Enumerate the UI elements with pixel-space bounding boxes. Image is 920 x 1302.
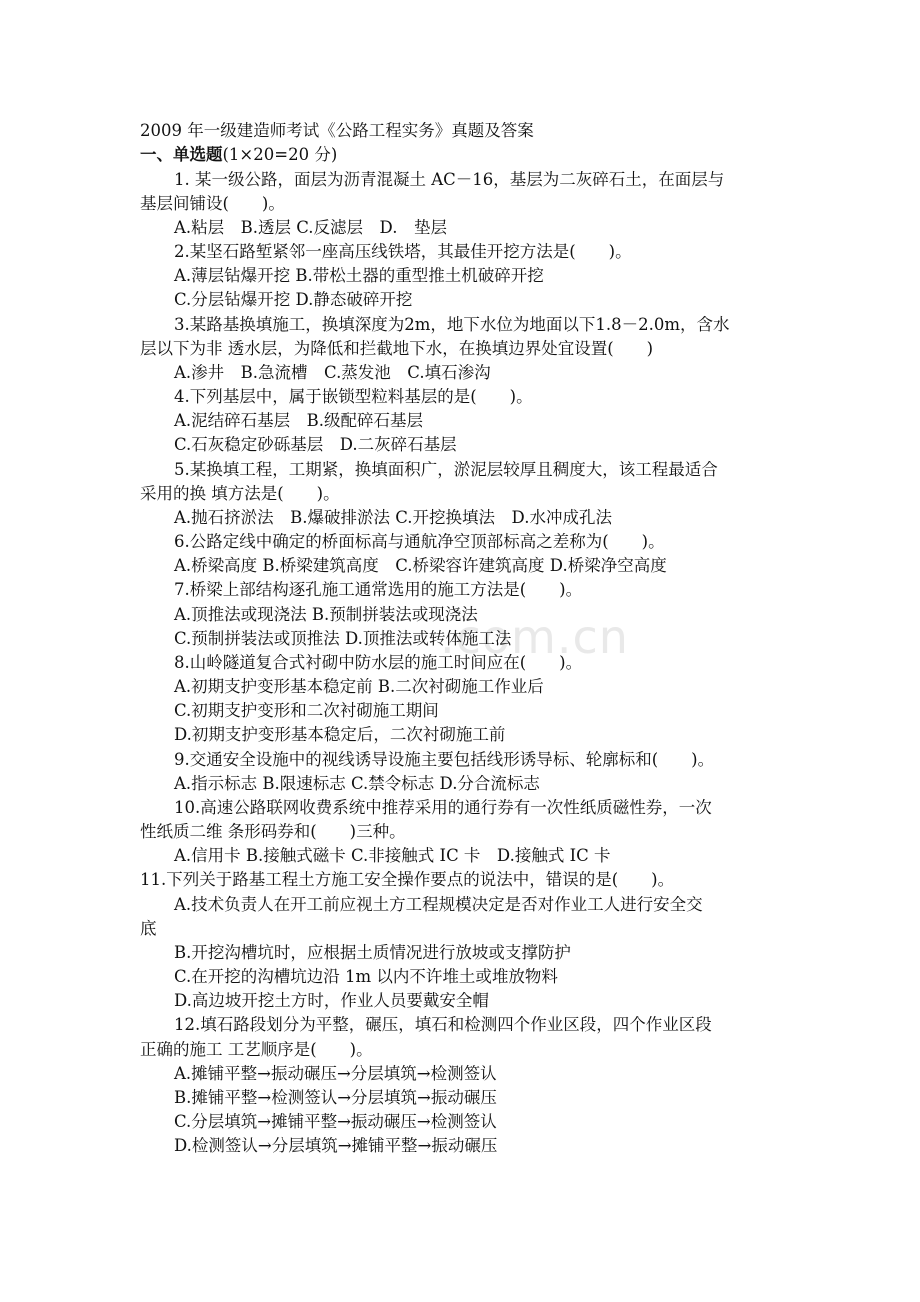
option-line: D.检测签认→分层填筑→摊铺平整→振动碾压 (174, 1136, 498, 1155)
question-line: 12.填石路段划分为平整，碾压，填石和检测四个作业区段，四个作业区段 (174, 1015, 712, 1034)
question-line: 正确的施工 工艺顺序是( )。 (140, 1040, 373, 1059)
option-line: C.预制拼装法或顶推法 D.顶推法或转体施工法 (174, 629, 512, 648)
question-line: 性纸质二维 条形码券和( )三种。 (140, 822, 406, 841)
question-line: 9.交通安全设施中的视线诱导设施主要包括线形诱导标、轮廓标和( )。 (174, 750, 715, 769)
option-line: C.初期支护变形和二次衬砌施工期间 (174, 701, 439, 720)
option-line: A.粘层 B.透层 C.反滤层 D. 垫层 (174, 218, 447, 237)
question-line: 10.高速公路联网收费系统中推荐采用的通行券有一次性纸质磁性券，一次 (174, 798, 712, 817)
option-line: A.渗井 B.急流槽 C.蒸发池 C.填石渗沟 (174, 363, 491, 382)
question-line: 层以下为非 透水层，为降低和拦截地下水，在换填边界处宜设置( ) (140, 339, 654, 358)
question-line: 基层间铺设( )。 (140, 194, 285, 213)
option-line: C.在开挖的沟槽坑边沿 1m 以内不许堆土或堆放物料 (174, 967, 558, 986)
section-heading-points: (1×20=20 分) (222, 145, 338, 164)
section-heading (140, 143, 800, 167)
question-line: 2.某坚石路堑紧邻一座高压线铁塔，其最佳开挖方法是( )。 (174, 242, 632, 261)
question-line: 1. 某一级公路，面层为沥青混凝土 AC－16，基层为二灰碎石土，在面层与 (174, 170, 725, 189)
option-line: A.薄层钻爆开挖 B.带松土器的重型推土机破碎开挖 (174, 266, 544, 285)
question-line: 采用的换 填方法是( )。 (140, 484, 340, 503)
question-line: 4.下列基层中，属于嵌锁型粒料基层的是( )。 (174, 387, 533, 406)
option-line: A.抛石挤淤法 B.爆破排淤法 C.开挖换填法 D.水冲成孔法 (174, 508, 612, 527)
option-line: A.指示标志 B.限速标志 C.禁令标志 D.分合流标志 (174, 774, 540, 793)
option-line: A.泥结碎石基层 B.级配碎石基层 (174, 411, 424, 430)
question-line: 5.某换填工程，工期紧，换填面积广，淤泥层较厚且稠度大，该工程最适合 (174, 460, 718, 479)
section-heading-label: 一、单选题 (140, 145, 223, 164)
option-line: D.初期支护变形基本稳定后，二次衬砌施工前 (174, 725, 506, 744)
question-line: 7.桥梁上部结构逐孔施工通常选用的施工方法是( )。 (174, 580, 583, 599)
option-line: A.初期支护变形基本稳定前 B.二次衬砌施工作业后 (174, 677, 544, 696)
option-line: A.桥梁高度 B.桥梁建筑高度 C.桥梁容许建筑高度 D.桥梁净空高度 (174, 556, 667, 575)
question-line: 6.公路定线中确定的桥面标高与通航净空顶部标高之差称为( )。 (174, 532, 665, 551)
option-line: C.分层填筑→摊铺平整→振动碾压→检测签认 (174, 1112, 497, 1131)
question-line: 8.山岭隧道复合式衬砌中防水层的施工时间应在( )。 (174, 653, 583, 672)
option-line: B.开挖沟槽坑时，应根据土质情况进行放坡或支撑防护 (174, 943, 571, 962)
option-line: A.信用卡 B.接触式磁卡 C.非接触式 IC 卡 D.接触式 IC 卡 (174, 846, 611, 865)
document-title: 2009 年一级建造师考试《公路工程实务》真题及答案 (140, 121, 534, 140)
option-line: 底 (140, 919, 157, 938)
option-line: C.分层钻爆开挖 D.静态破碎开挖 (174, 290, 413, 309)
option-line: D.高边坡开挖土方时，作业人员要戴安全帽 (174, 991, 489, 1010)
option-line: A.顶推法或现浇法 B.预制拼装法或现浇法 (174, 605, 478, 624)
option-line: A.技术负责人在开工前应视土方工程规模决定是否对作业工人进行安全交 (174, 895, 703, 914)
option-line: C.石灰稳定砂砾基层 D.二灰碎石基层 (174, 435, 457, 454)
option-line: B.摊铺平整→检测签认→分层填筑→振动碾压 (174, 1088, 497, 1107)
watermark: .com.cn (440, 610, 629, 664)
option-line: A.摊铺平整→振动碾压→分层填筑→检测签认 (174, 1064, 497, 1083)
question-line: 3.某路基换填施工，换填深度为2m，地下水位为地面以下1.8－2.0m，含水 (174, 315, 730, 334)
question-line: 11.下列关于路基工程土方施工安全操作要点的说法中，错误的是( )。 (140, 870, 675, 889)
